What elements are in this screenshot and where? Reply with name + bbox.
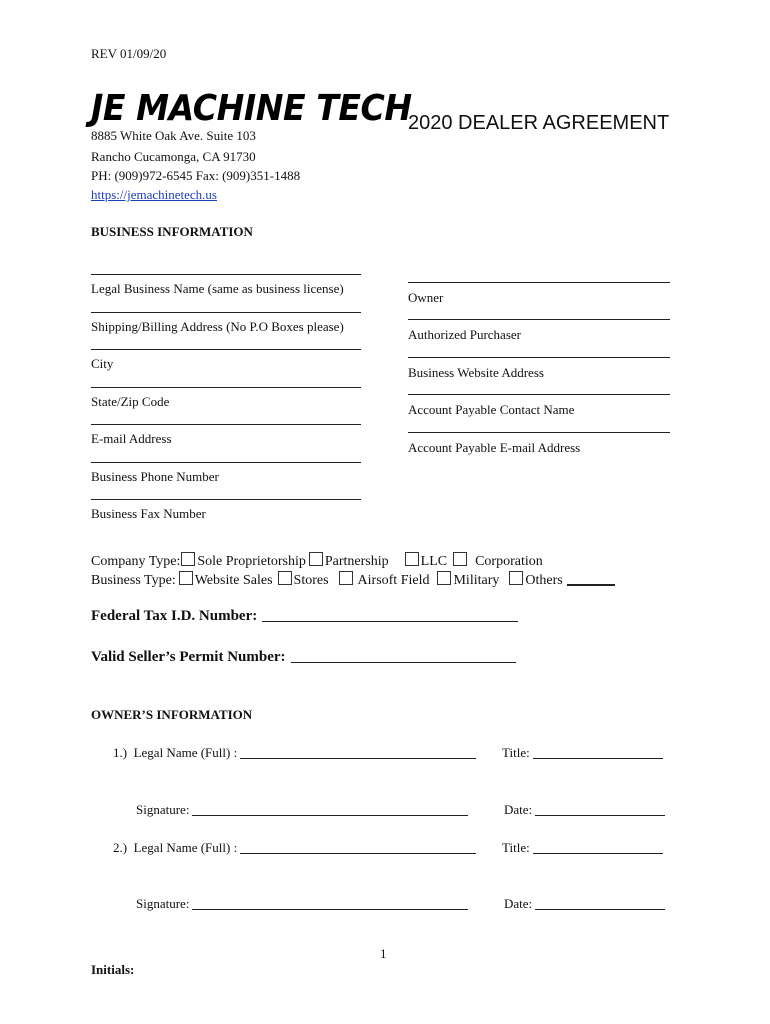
owner-2-number: 2.) xyxy=(113,840,128,855)
owner-2-title-line[interactable] xyxy=(533,841,663,854)
email-line[interactable] xyxy=(91,424,361,425)
checkbox-sole-proprietorship[interactable] xyxy=(181,552,195,566)
owner-1-title-row xyxy=(502,745,663,761)
owner-1-signature-label: Signature: xyxy=(136,802,190,817)
checkbox-corporation[interactable] xyxy=(453,552,467,566)
field-label-ap-email: Account Payable E-mail Address xyxy=(408,440,581,455)
revision-date: REV 01/09/20 xyxy=(91,46,167,61)
owner-1-name-label: Legal Name (Full) : xyxy=(133,745,238,760)
owner-2-signature-label: Signature: xyxy=(136,896,190,911)
option-corporation: Corporation xyxy=(475,554,543,569)
owner-2-signature-line[interactable] xyxy=(192,897,468,910)
option-llc: LLC xyxy=(420,554,448,569)
owner-1-date-line[interactable] xyxy=(535,803,665,816)
owner-2-title-label: Title: xyxy=(502,840,530,855)
business-info-heading: BUSINESS INFORMATION xyxy=(91,224,253,239)
field-label-state-zip: State/Zip Code xyxy=(91,394,170,409)
checkbox-website-sales[interactable] xyxy=(179,571,193,585)
address-line-1: 8885 White Oak Ave. Suite 103 xyxy=(91,128,256,143)
owner-1-number: 1.) xyxy=(113,745,128,760)
seller-permit-label: Valid Seller’s Permit Number: xyxy=(91,649,286,665)
field-label-email: E-mail Address xyxy=(91,431,172,446)
initials-label: Initials: xyxy=(91,962,135,977)
business-type-label: Business Type: xyxy=(91,573,176,588)
owner-1-title-line[interactable] xyxy=(533,746,663,759)
company-type-label: Company Type: xyxy=(91,554,181,569)
state-zip-line[interactable] xyxy=(91,387,361,388)
field-label-ap-contact: Account Payable Contact Name xyxy=(408,402,575,417)
field-label-legal-name: Legal Business Name (same as business license) xyxy=(91,281,344,296)
option-others: Others xyxy=(525,573,563,588)
federal-tax-row xyxy=(91,608,518,625)
checkbox-llc[interactable] xyxy=(405,552,419,566)
website-link[interactable]: https://jemachinetech.us xyxy=(91,187,217,202)
owner-1-date-label: Date: xyxy=(504,802,533,817)
legal-name-line[interactable] xyxy=(91,274,361,275)
owners-info-heading: OWNER’S INFORMATION xyxy=(91,707,253,722)
owner-1-name-line[interactable] xyxy=(240,746,476,759)
owner-1-title-label: Title: xyxy=(502,745,530,760)
address-line-2: Rancho Cucamonga, CA 91730 xyxy=(91,149,256,164)
field-label-fax: Business Fax Number xyxy=(91,506,206,521)
seller-permit-line[interactable] xyxy=(291,650,516,663)
checkbox-airsoft-field[interactable] xyxy=(339,571,353,585)
owner-1-signature-line[interactable] xyxy=(192,803,468,816)
company-type-row xyxy=(91,552,543,570)
owner-2-date-line[interactable] xyxy=(535,897,665,910)
checkbox-others[interactable] xyxy=(509,571,523,585)
website-address-line[interactable] xyxy=(408,357,670,358)
checkbox-stores[interactable] xyxy=(278,571,292,585)
checkbox-military[interactable] xyxy=(437,571,451,585)
federal-tax-label: Federal Tax I.D. Number: xyxy=(91,608,258,624)
owner-2-name-line[interactable] xyxy=(240,841,476,854)
business-type-row xyxy=(91,571,615,589)
page-number: 1 xyxy=(380,946,387,961)
field-label-city: City xyxy=(91,356,114,371)
address-line[interactable] xyxy=(91,312,361,313)
document-title: 2020 DEALER AGREEMENT xyxy=(408,112,670,134)
field-label-purchaser: Authorized Purchaser xyxy=(408,327,521,342)
field-label-owner: Owner xyxy=(408,290,444,305)
owner-1-signature-row xyxy=(136,802,468,818)
others-specify-line[interactable] xyxy=(567,572,615,586)
option-military: Military xyxy=(453,573,500,588)
owner-2-signature-row xyxy=(136,896,468,912)
phone-line[interactable] xyxy=(91,462,361,463)
owner-2-name-row xyxy=(113,840,476,856)
fax-line[interactable] xyxy=(91,499,361,500)
checkbox-partnership[interactable] xyxy=(309,552,323,566)
company-logo: JE MACHINE TECH xyxy=(91,88,412,129)
owner-2-name-label: Legal Name (Full) : xyxy=(133,840,238,855)
field-label-address: Shipping/Billing Address (No P.O Boxes please) xyxy=(91,319,344,334)
owner-2-date-label: Date: xyxy=(504,896,533,911)
owner-line[interactable] xyxy=(408,282,670,283)
owner-1-date-row xyxy=(504,802,665,818)
option-stores: Stores xyxy=(293,573,329,588)
owner-2-date-row xyxy=(504,896,665,912)
ap-contact-line[interactable] xyxy=(408,394,670,395)
field-label-website-address: Business Website Address xyxy=(408,365,544,380)
option-website-sales: Website Sales xyxy=(194,573,273,588)
purchaser-line[interactable] xyxy=(408,319,670,320)
city-line[interactable] xyxy=(91,349,361,350)
phone-fax: PH: (909)972-6545 Fax: (909)351-1488 xyxy=(91,168,301,183)
seller-permit-row xyxy=(91,649,516,666)
owner-2-title-row xyxy=(502,840,663,856)
option-partnership: Partnership xyxy=(324,554,389,569)
option-airsoft-field: Airsoft Field xyxy=(357,573,430,588)
option-sole-proprietorship: Sole Proprietorship xyxy=(197,554,306,569)
field-label-phone: Business Phone Number xyxy=(91,469,219,484)
ap-email-line[interactable] xyxy=(408,432,670,433)
federal-tax-line[interactable] xyxy=(262,609,518,622)
owner-1-name-row xyxy=(113,745,476,761)
